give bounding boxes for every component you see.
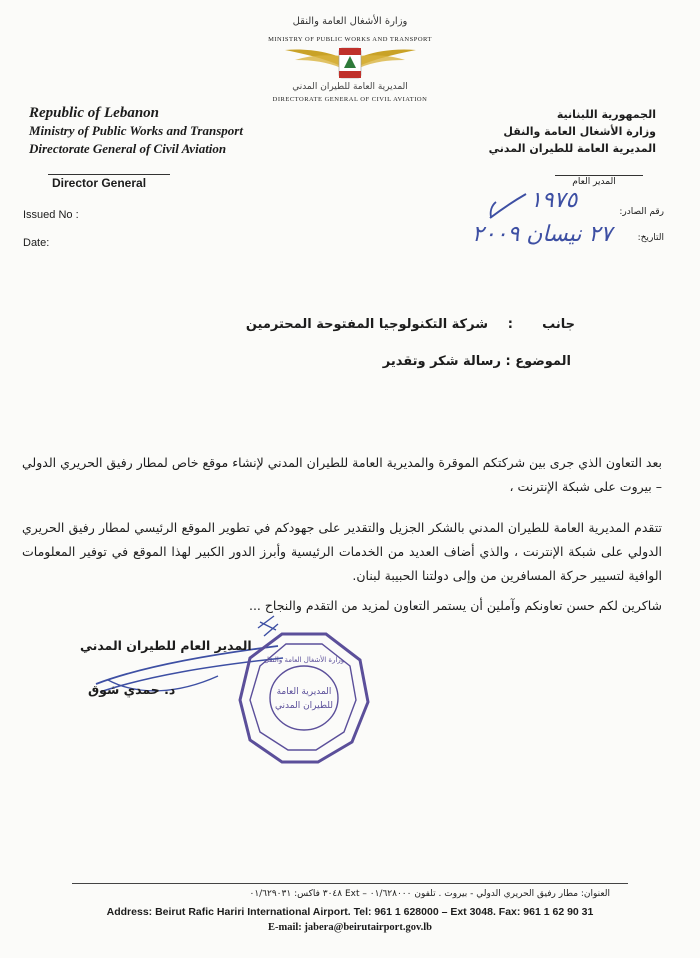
handwritten-date: ٢٧ نيسان ٢٠٠٩ xyxy=(472,222,613,247)
closing-line: شاكرين لكم حسن تعاونكم وآملين أن يستمر التعاون لمزيد من التقدم والنجاح ... xyxy=(248,598,662,613)
date-label-ar: التاريخ: xyxy=(637,233,664,243)
signatory-name: د. حمدي شوق xyxy=(88,682,176,697)
issued-no-label: Issued No : xyxy=(23,209,79,221)
recipient-name: شركة التكنولوجيا المفتوحة المحترمين xyxy=(245,317,488,332)
divider xyxy=(555,175,643,176)
recipient-label: جانب xyxy=(542,317,575,332)
issued-no-label-ar: رقم الصادر: xyxy=(619,207,664,217)
handwritten-slash xyxy=(488,192,528,222)
body-paragraph: تتقدم المديرية العامة للطيران المدني بالشكر الجزيل والتقدير على جهودكم في تطوير الموقع الرئيسي لمطار رفيق الحريري الدولي على شبكة الإنترنت ، والذي أضاف العديد من الخدمات الرئيسية وأبرز الدور الكبير لهذا الموقع في توفير المعلومات الوافية لتسيير حركة المسافرين من وإلى دولتنا الحبيبة لبنان. xyxy=(22,520,662,583)
divider xyxy=(48,174,170,175)
handwritten-issue-number: ١٩٧٥ xyxy=(530,188,578,213)
ministry-name-en: Ministry of Public Works and Transport xyxy=(29,123,243,138)
subject-line: الموضوع : رسالة شكر وتقدير xyxy=(382,354,571,369)
letterhead-directorate-ar: المديرية العامة للطيران المدني xyxy=(292,82,408,92)
footer-divider xyxy=(72,883,628,884)
english-header xyxy=(29,104,243,158)
republic-name-en: Republic of Lebanon xyxy=(29,105,159,121)
letterhead-ministry-ar: وزارة الأشغال العامة والنقل xyxy=(292,16,408,27)
arabic-header xyxy=(489,106,656,157)
stamp-center-line1: المديرية العامة xyxy=(276,687,332,697)
footer-address-en: Address: Beirut Rafic Hariri International Airport. Tel: 961 1 628000 – Ext 3048. Fax: 961 1 62 90 31 xyxy=(106,906,594,918)
signatory-title: المدير العام للطيران المدني xyxy=(80,638,252,653)
director-general-label-en: Director General xyxy=(52,176,147,190)
director-general-label-ar: المدير العام xyxy=(572,177,616,187)
directorate-name-en: Directorate General of Civil Aviation xyxy=(29,141,227,156)
letterhead-directorate-en: DIRECTORATE GENERAL OF CIVIL AVIATION xyxy=(272,96,428,103)
republic-name-ar: الجمهورية اللبنانية xyxy=(556,108,656,121)
stamp-center-line2: للطيران المدني xyxy=(275,701,333,711)
ministry-name-ar: وزارة الأشغال العامة والنقل xyxy=(503,125,656,138)
letterhead-ministry-en: MINISTRY OF PUBLIC WORKS AND TRANSPORT xyxy=(268,36,432,43)
stamp-ring-text: وزارة الأشغال العامة والنقل xyxy=(263,656,345,664)
date-label: Date: xyxy=(23,237,50,249)
cedar-wings-emblem-icon xyxy=(283,42,418,82)
footer-address-ar: العنوان: مطار رفيق الحريري الدولي - بيروت . تلفون ٠١/٦٢٨٠٠٠ – Ext ٣٠٤٨ فاكس: ٠١/٦٢٩٠٣١ xyxy=(249,889,610,899)
body-paragraph: بعد التعاون الذي جرى بين شركتكم الموقرة والمديرية العامة للطيران المدني لإنشاء موقع خاص لمطار رفيق الحريري الدولي – بيروت على شبكة الإنترنت ، xyxy=(22,455,662,494)
official-stamp xyxy=(236,630,372,766)
footer-email: E-mail: jabera@beirutairport.gov.lb xyxy=(267,922,433,933)
directorate-name-ar: المديرية العامة للطيران المدني xyxy=(488,142,656,155)
recipient-colon: : xyxy=(507,317,513,332)
